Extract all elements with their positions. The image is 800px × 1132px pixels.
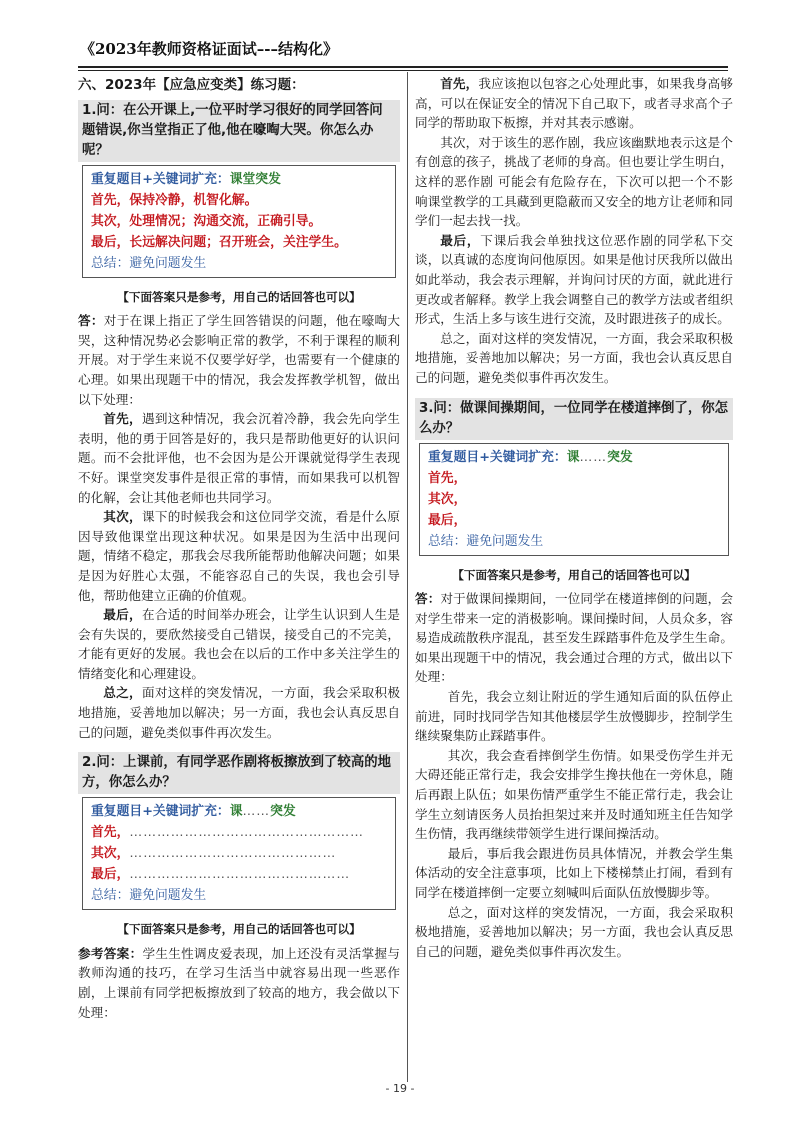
keyword-box-1 (82, 165, 396, 278)
answer-paragraph: 首先，我会立刻让附近的学生通知后面的队伍停止前进，同时找同学告知其他楼层学生放慢脚步，控制学生继续聚集防止踩踏事件。 (415, 689, 733, 744)
keyword-box-head: 重复题目+关键词扩充：课……突发 (91, 804, 296, 820)
question-1: 1.问：在公开课上,一位平时学习很好的同学回答问题错误,你当堂指正了他,他在嚎啕大哭。你怎么办呢？ (78, 100, 400, 162)
column-divider (407, 72, 408, 1082)
keyword-box-head: 重复题目+关键词扩充：课……突发 (428, 449, 633, 465)
keyword-line-first: 首先，保持冷静，机智化解。 (91, 192, 258, 208)
answer-note: 【下面答案只是参考，用自己的话回答也可以】 (117, 922, 361, 937)
answer-paragraph: 首先，我应该抱以包容之心处理此事，如果我身高够高，可以在保证安全的情况下自己取下，或者寻求高个子同学的帮助取下板擦，并对其表示感谢。 (415, 76, 734, 131)
answer-paragraph: 总之，面对这样的突发情况，一方面，我会采取积极地措施，妥善地加以解决；另一方面，我也会认真反思自己的问题，避免类似事件再次发生。 (415, 904, 733, 959)
keyword-line-last: 最后， (428, 512, 467, 528)
page-header-title: 《2023年教师资格证面试–-–结构化》 (80, 40, 338, 58)
answer-paragraph: 其次，我会查看摔倒学生伤情。如果受伤学生并无大碍还能正常行走，我会安排学生搀扶他在一旁休息，随后再跟上队伍；如果伤情严重学生不能正常行走，我会让学生立刻请医务人员抬担架过来并及时通知班主任告知学生伤情，我再继续带领学生进行课间操活动。 (415, 747, 733, 842)
keyword-summary: 总结：避免问题发生 (91, 888, 207, 904)
page-number: - 19 - (385, 1082, 415, 1095)
answer-paragraph: 其次，对于该生的恶作剧，我应该幽默地表示这是个有创意的孩子，挑战了老师的身高。但也要让学生明白，这样的恶作剧 可能会有危险存在，下次可以把一个不影响课堂教学的工具藏到更隐蔽而又安全的地方让老师和同学们一起去找一找。 (415, 134, 733, 229)
answer-intro: 答：对于在课上指正了学生回答错误的问题，他在嚎啕大哭，这种情况势必会影响正常的教学，不利于课程的顺利开展。对于学生来说不仅要学好学，也需要有一个健康的心理。如果出现题干中的情况，我会发挥教学机智，做出以下处理： (78, 313, 401, 407)
answer-paragraph: 总之，面对这样的突发情况，一方面，我会采取积极地措施，妥善地加以解决；另一方面，我也会认真反思自己的问题，避免类似事件再次发生。 (415, 330, 733, 385)
answer-paragraph: 最后，事后我会跟进伤员具体情况，并教会学生集体活动的安全注意事项，比如上下楼梯禁止打闹，看到有同学在楼道摔倒一定要立刻喊叫后面队伍放慢脚步等。 (415, 845, 733, 900)
question-2: 2.问：上课前，有同学恶作剧将板擦放到了较高的地方，你怎么办？ (78, 752, 400, 794)
keyword-line-second: 其次， (428, 491, 467, 507)
answer-paragraph: 总之，面对这样的突发情况，一方面，我会采取积极地措施，妥善地加以解决；另一方面，我也会认真反思自己的问题，避免类似事件再次发生。 (78, 685, 401, 740)
left-column (78, 74, 400, 1022)
header-rule (78, 70, 728, 71)
answer-paragraph: 最后，在合适的时间举办班会，让学生认识到人生是会有失误的，要欣然接受自己错误，接受自己的不完美，才能有更好的发展。我也会在以后的工作中多关注学生的情绪变化和心理建设。 (78, 607, 401, 681)
answer-intro: 答：对于做课间操期间，一位同学在楼道摔倒的问题，会对学生带来一定的消极影响。课间操时间，人员众多，容易造成疏散秩序混乱，甚至发生踩踏事件危及学生生命。如果出现题干中的情况，我会通过合理的方式，做出以下处理： (415, 591, 734, 685)
keyword-line-last: 最后，长远解决问题；召开班会，关注学生。 (91, 234, 347, 250)
keyword-summary: 总结：避免问题发生 (428, 533, 544, 549)
section-title: 六、2023年【应急应变类】练习题： (78, 77, 305, 93)
keyword-box-3 (419, 443, 729, 556)
keyword-line-second: 其次，处理情况；沟通交流，正确引导。 (91, 213, 322, 229)
answer-intro: 参考答案：学生生性调皮爱表现，加上还没有灵活掌握与教师沟通的技巧，在学习生活当中就容易出现一些恶作剧，上课前有同学把板擦放到了较高的地方，我会做以下处理： (78, 945, 401, 1020)
question-3: 3.问：做课间操期间，一位同学在楼道摔倒了，你怎么办？ (415, 398, 733, 440)
keyword-line-first: 首先， (428, 470, 467, 486)
answer-note: 【下面答案只是参考，用自己的话回答也可以】 (117, 289, 361, 304)
header-rule (78, 66, 728, 68)
keyword-line-second: 其次，……………………………………… (91, 846, 337, 862)
answer-paragraph: 首先，遇到这种情况，我会沉着冷静，我会先向学生表明，他的勇于回答是好的，我只是帮助他更好的认识问题。而不会批评他，也不会因为是公开课就觉得学生表现不好。课堂突发事件是很正常的事情，而如果我可以机智的化解，会让其他老师也共同学习。 (78, 411, 401, 505)
keyword-line-first: 首先，…………………………………………… (91, 825, 364, 841)
keyword-line-last: 最后，………………………………………… (91, 867, 351, 883)
answer-paragraph: 最后，下课后我会单独找这位恶作剧的同学私下交谈，以真诚的态度询问他原因。如果是他讨厌我所以做出如此举动，我会表示理解，并询问讨厌的方面，就此进行更改或者解释。教学上我会调整自己的教学方法或者组织形式，生活上多与该生进行交流，及时跟进孩子的成长。 (415, 232, 733, 327)
keyword-box-2 (82, 797, 396, 910)
keyword-box-head: 重复题目+关键词扩充：课堂突发 (91, 171, 281, 187)
right-column (415, 74, 733, 961)
answer-note: 【下面答案只是参考，用自己的话回答也可以】 (452, 567, 696, 582)
answer-paragraph: 其次，课下的时候我会和这位同学交流，看是什么原因导致他课堂出现这种状况。如果是因为生活中出现问题，情绪不稳定，那我会尽我所能帮助他解决问题；如果是因为好胜心太强，不能容忍自己的失误，我也会引导他，帮助他建立正确的价值观。 (78, 509, 401, 603)
keyword-summary: 总结：避免问题发生 (91, 255, 207, 271)
